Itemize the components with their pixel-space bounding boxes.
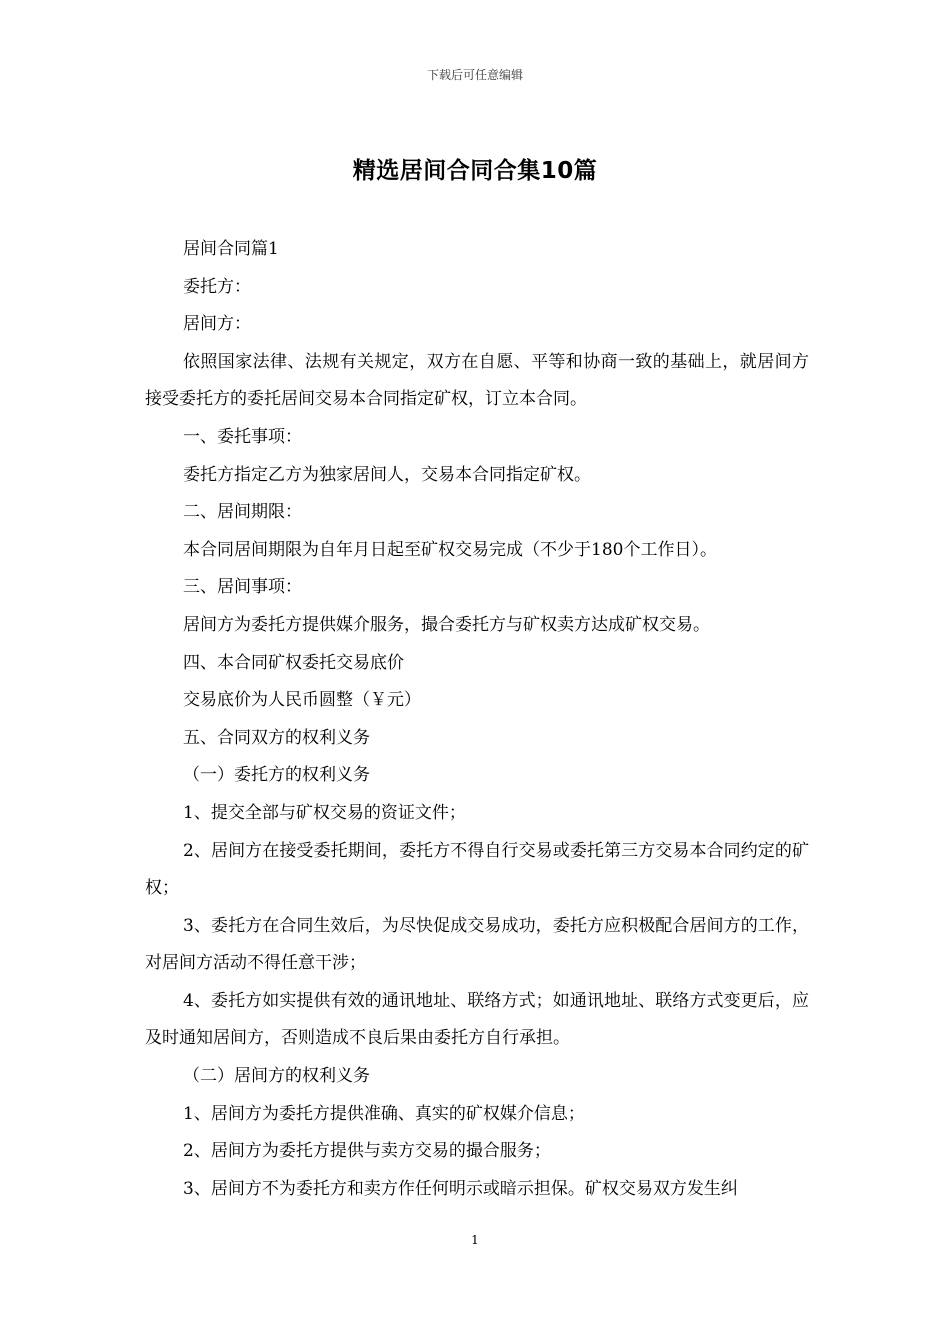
paragraph: 四、本合同矿权委托交易底价 <box>183 652 404 673</box>
paragraph: （一）委托方的权利义务 <box>183 765 370 786</box>
paragraph: 委托方： <box>183 276 251 297</box>
page-number: 1 <box>471 1233 479 1247</box>
paragraph: 二、居间期限： <box>183 502 302 523</box>
paragraph: 三、居间事项： <box>183 577 302 598</box>
section-heading: 居间合同篇1 <box>183 239 279 259</box>
paragraph: 居间方： <box>183 314 251 335</box>
paragraph: 1、居间方为委托方提供准确、真实的矿权媒介信息； <box>183 1103 585 1124</box>
paragraph: 4、委托方如实提供有效的通讯地址、联络方式；如通讯地址、联络方式变更后，应及时通知居间方，否则造成不良后果由委托方自行承担。 <box>145 990 809 1049</box>
document-title: 精选居间合同合集10篇 <box>352 158 598 184</box>
paragraph: 2、居间方在接受委托期间，委托方不得自行交易或委托第三方交易本合同约定的矿权； <box>145 840 809 899</box>
paragraph: 依照国家法律、法规有关规定，双方在自愿、平等和协商一致的基础上，就居间方接受委托方的委托居间交易本合同指定矿权，订立本合同。 <box>145 351 809 410</box>
paragraph: 1、提交全部与矿权交易的资证文件； <box>183 802 466 823</box>
paragraph: 3、居间方不为委托方和卖方作任何明示或暗示担保。矿权交易双方发生纠 <box>183 1178 738 1199</box>
paragraph: 3、委托方在合同生效后，为尽快促成交易成功，委托方应积极配合居间方的工作，对居间方活动不得任意干涉； <box>145 915 809 974</box>
paragraph: 委托方指定乙方为独家居间人，交易本合同指定矿权。 <box>183 464 591 485</box>
paragraph: 本合同居间期限为自年月日起至矿权交易完成（不少于180个工作日）。 <box>183 539 717 560</box>
paragraph: 五、合同双方的权利义务 <box>183 727 370 748</box>
paragraph: 一、委托事项： <box>183 426 302 447</box>
paragraph: 交易底价为人民币圆整（￥元） <box>183 690 421 711</box>
paragraph: （二）居间方的权利义务 <box>183 1066 370 1087</box>
document-body <box>145 231 809 1208</box>
paragraph: 2、居间方为委托方提供与卖方交易的撮合服务； <box>183 1141 551 1162</box>
paragraph: 居间方为委托方提供媒介服务，撮合委托方与矿权卖方达成矿权交易。 <box>183 614 710 635</box>
header-note: 下载后可任意编辑 <box>426 68 523 82</box>
